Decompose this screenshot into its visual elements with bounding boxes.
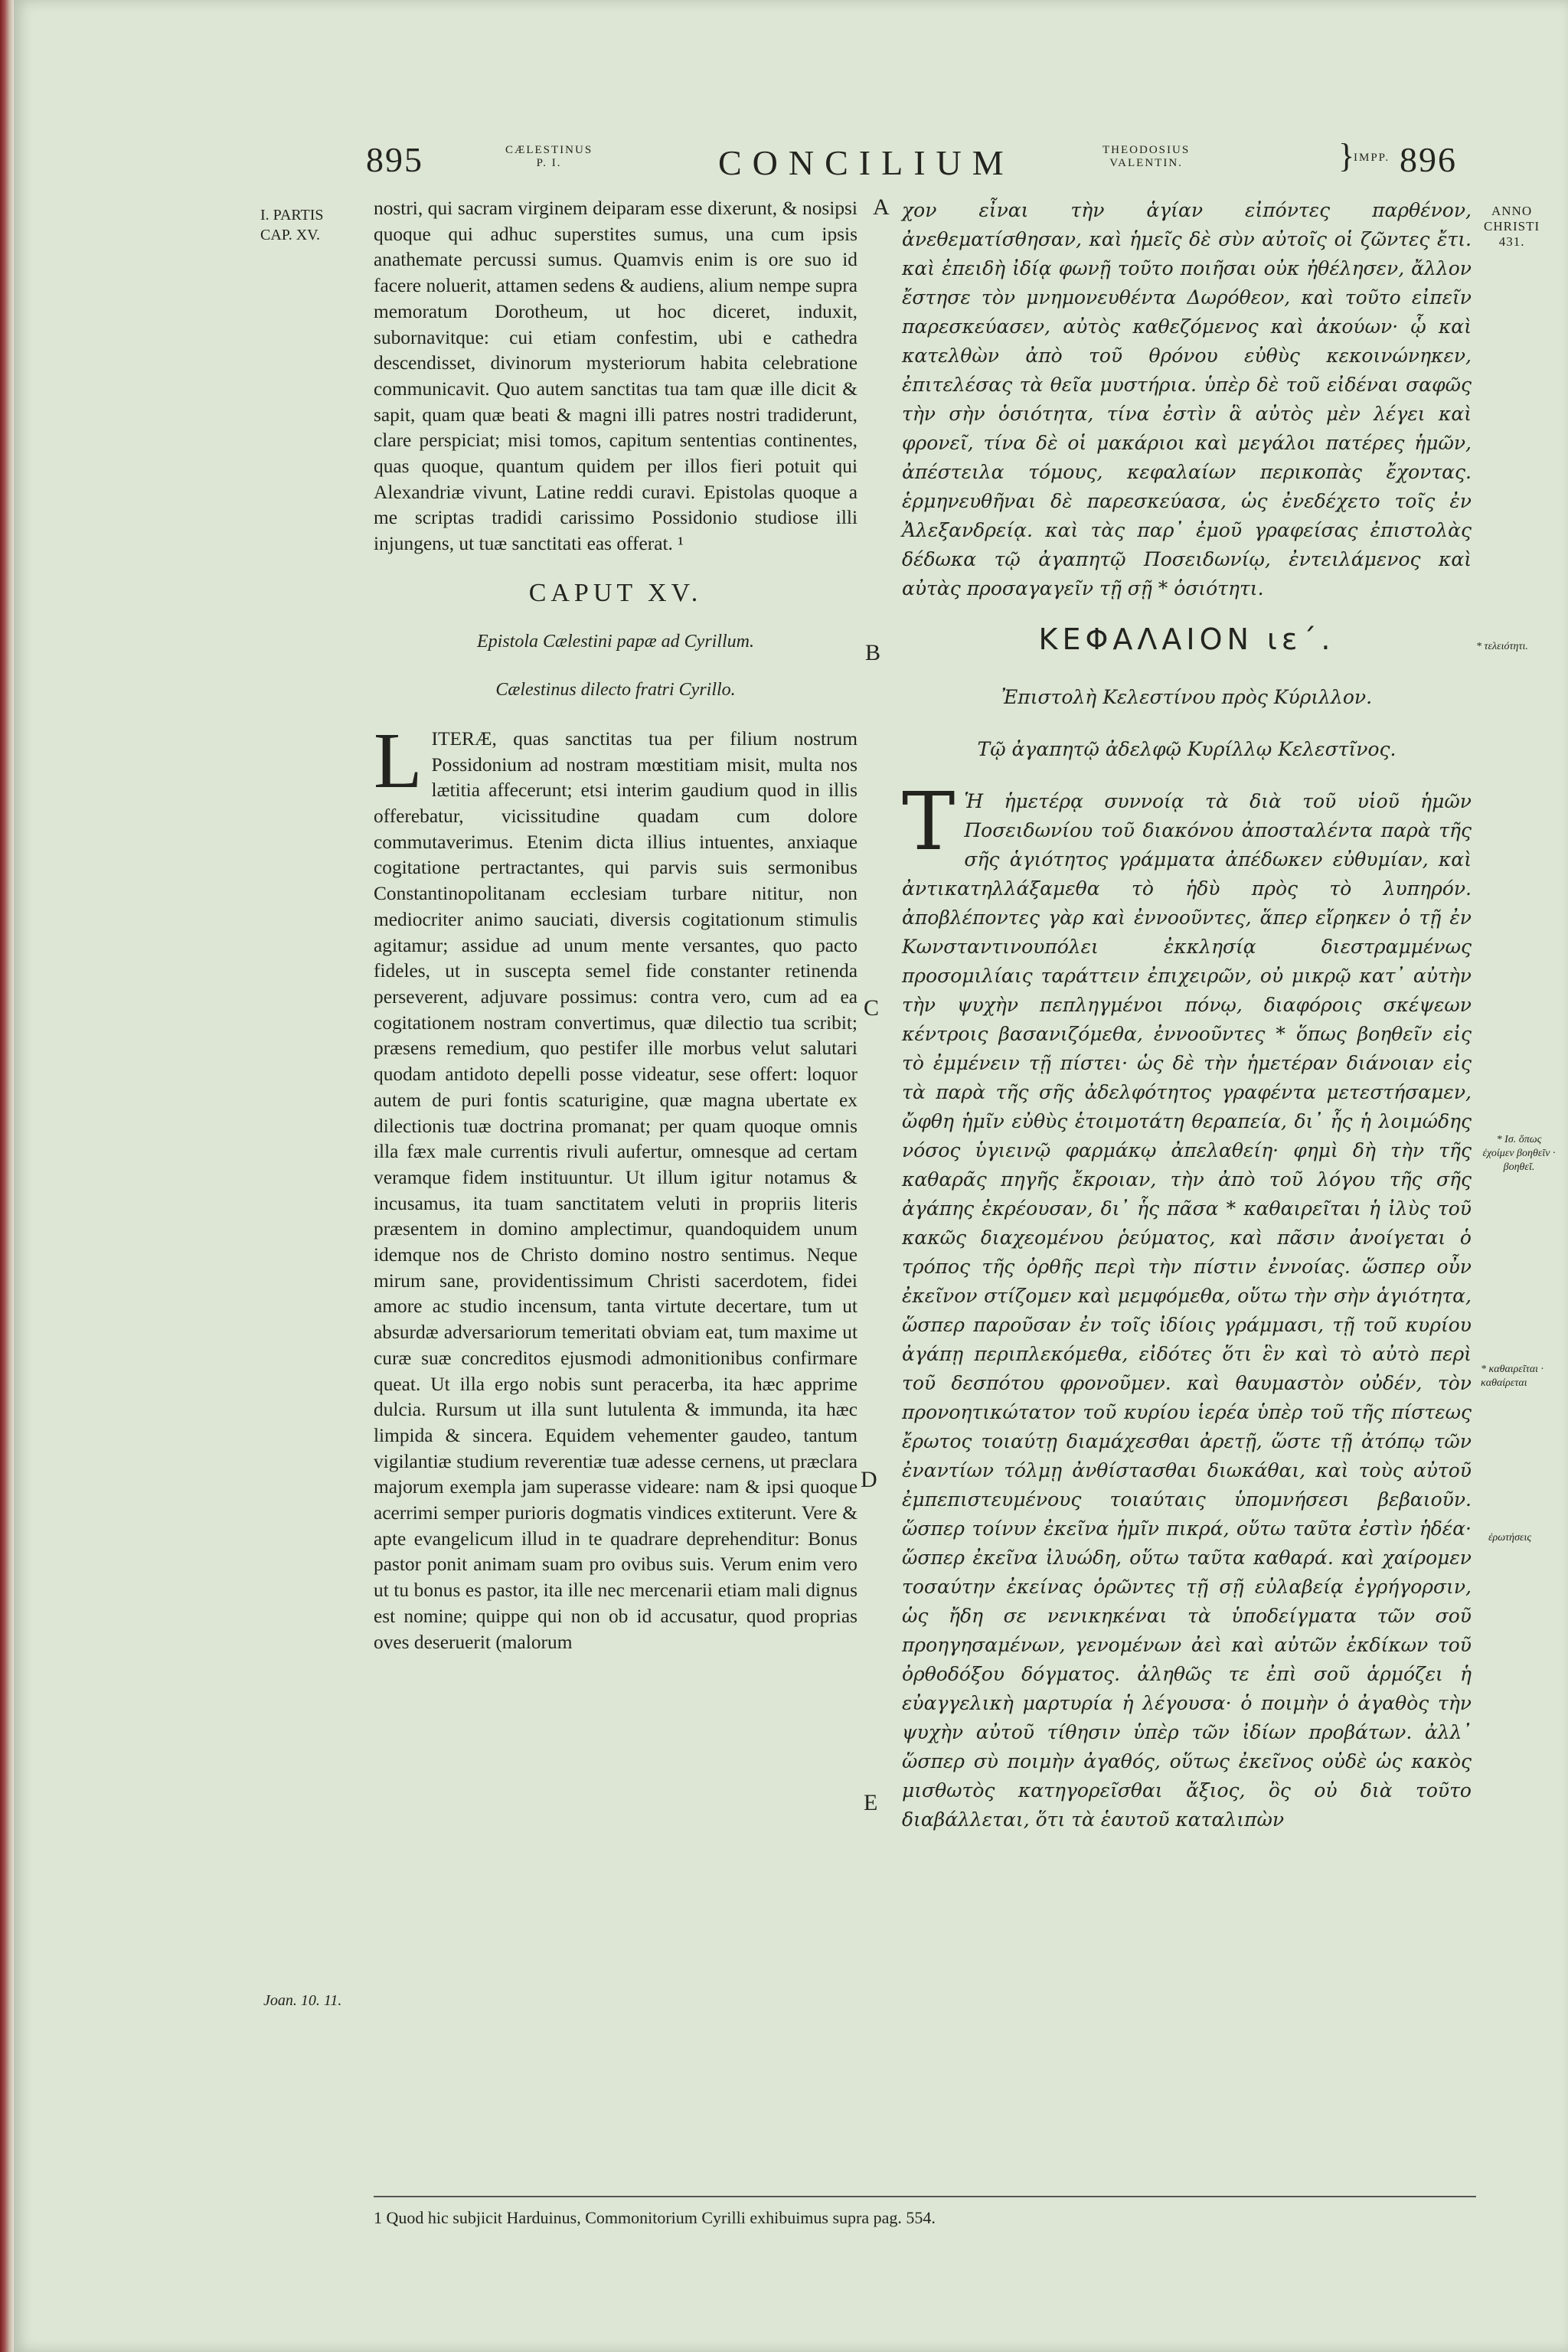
greek-dropcap: Τ	[902, 775, 956, 868]
celestinus-label	[505, 144, 593, 170]
greek-paragraph-1: χον εἶναι τὴν ἁγίαν εἰπόντες παρθένον, ἀνεθεματίσθησαν, καὶ ἡμεῖς δὲ σὺν αὐτοῖς οἱ ζῶντες ἔτι. καὶ ἐπειδὴ ἰδίᾳ φωνῇ τοῦτο ποιῆσαι οὐκ ἠθέλησεν, ἄλλον ἔστησε τὸν μνημονευθέντα Δωρόθεον, καὶ τοῦτο εἰπεῖν παρεσκεύασεν, αὐτὸς καθεζόμενος καὶ ἀκούων· ᾧ καὶ κατελθὼν ἀπὸ τοῦ θρόνου εὐθὺς κεκοινώνηκεν, ἐπιτελέσας τὰ θεῖα μυστήρια. ὑπὲρ δὲ τοῦ εἰδέναι σαφῶς τὴν σὴν ὁσιότητα, τίνα ἐστὶν ἃ αὐτὸς μὲν λέγει καὶ φρονεῖ, τίνα δὲ οἱ μακάριοι καὶ μεγάλοι πατέρες ἡμῶν, ἀπέστειλα τόμους, κεφαλαίων περικοπὰς ἔχοντας. ἑρμηνευθῆναι δὲ παρεσκεύασα, ὡς ἐνεδέχετο τοῖς ἐν Ἀλεξανδρείᾳ. καὶ τὰς παρ᾽ ἐμοῦ γραφείσας ἐπιστολὰς δέδωκα τῷ ἀγαπητῷ Ποσειδωνίῳ, ἐντειλάμενος καὶ αὐτὰς προσαγαγεῖν τῇ σῇ * ὁσιότητι.	[902, 199, 1472, 599]
footnote: 1 Quod hic subjicit Harduinus, Commonitorium Cyrilli exhibuimus supra pag. 554.	[374, 2208, 936, 2227]
part-label: I. PARTIS	[260, 207, 324, 224]
latin-paragraph-2	[374, 716, 858, 1655]
page-number-right: 896	[1400, 140, 1457, 179]
cap-label: CAP. XV.	[260, 227, 320, 243]
greek-paragraph-2	[902, 775, 1472, 1834]
page-number-left: 895	[366, 140, 423, 179]
section-letter-a: A	[873, 194, 890, 220]
latin-salutation: Cælestinus dilecto fratri Cyrillo.	[495, 680, 736, 701]
section-letter-c: C	[864, 995, 880, 1021]
impp-label: IMPP.	[1354, 152, 1390, 164]
latin-paragraph-1: nostri, qui sacram virginem deiparam esse dixerunt, & nosipsi quoque qui adhuc superstites sumus, una cum ipsis anathemate percussi sumus. Quamvis enim is ore suo id facere noluerit, attamen sedens & audiens, alium nempe supra memoratum Dorotheum, ut hoc diceret, induxit, subornavitque: cui etiam confestim, ubi e cathedra descendisset, divinorum mysteriorum habita celebratione communicavit. Quo autem sanctitas tua tam quæ ille dicit & sapit, quam quæ beati & magni illi patres nostri tradiderunt, clare perspiciat; misi tomos, capitum sententias continentes, quas quoque, quantum quidem per illos fieri potuit qui Alexandriæ vivunt, Latine reddi curavi. Epistolas quoque a me scriptas tradidi carissimo Possidonio studiose illi injungens, ut tuæ sanctitati eas offerat. ¹	[374, 198, 858, 555]
celestinus-line1: CÆLESTINUS	[505, 144, 593, 156]
valentinian-line: VALENTIN.	[1109, 157, 1183, 169]
book-spine	[0, 0, 14, 2352]
year-label: 431.	[1498, 234, 1525, 249]
footnote-rule	[374, 2196, 1476, 2197]
latin-subtitle: Epistola Cælestini papæ ad Cyrillum.	[476, 631, 755, 652]
margin-note-4: ἐρωτήσεις	[1488, 1532, 1532, 1544]
margin-note-part	[260, 205, 324, 245]
section-letter-b: B	[865, 640, 881, 665]
caput-heading: CAPUT XV.	[528, 578, 703, 607]
theodosius-line: THEODOSIUS	[1102, 144, 1191, 156]
latin-dropcap: L	[374, 716, 423, 805]
christi-label: CHRISTI	[1484, 219, 1540, 234]
anno-label: ANNO	[1491, 204, 1533, 218]
greek-subtitle: Ἐπιστολὴ Κελεστίνου πρὸς Κύριλλον.	[1001, 686, 1373, 708]
section-letter-d: D	[861, 1467, 877, 1492]
margin-note-3: * καθαιρεῖται · καθαίρεται	[1481, 1364, 1544, 1389]
greek-paragraph-2-text: Ἡ ἡμετέρᾳ συννοίᾳ τὰ διὰ τοῦ υἱοῦ ἡμῶν Ποσειδωνίου τοῦ διακόνου ἀποσταλέντα παρὰ τῆς σῆς ἁγιότητος γράμματα ἀπέδωκεν εὐθυμίαν, καὶ ἀντικατηλλάξαμεθα τὸ ἡδὺ πρὸς τὸ λυπηρόν. ἀποβλέποντες γὰρ καὶ ἐννοοῦντες, ἅπερ εἴρηκεν ὁ τῇ ἐν Κωνσταντινουπόλει ἐκκλησίᾳ διεστραμμένως προσομιλίαις ταράττειν ἐπιχειρῶν, οὐ μικρῷ κατ᾽ αὐτὴν τὴν ψυχὴν πεπληγμένοι πόνῳ, διαφόροις σκέψεων κέντροις βασανιζόμεθα, ἐννοοῦντες * ὅπως βοηθεῖν εἰς τὸ ἐμμένειν τῇ πίστει· ὡς δὲ τὴν ἡμετέραν διάνοιαν εἰς τὰ παρὰ τῆς σῆς ἀδελφότητος γραφέντα μετεστήσαμεν, ὤφθη ἡμῖν εὐθὺς ἑτοιμοτάτη θεραπεία, δι᾽ ἧς ἡ λοιμώδης νόσος ὑγιεινῷ φαρμάκῳ ἀπελαθείη· φημὶ δὴ τὴν τῆς καθαρᾶς πηγῆς ἔκροιαν, τὴν ἀπὸ τοῦ λόγου τῆς σῆς ἀγάπης ἐκρέουσαν, δι᾽ ἧς πᾶσα * καθαιρεῖται ἡ ἰλὺς τοῦ κακῶς διαχεομένου ῥεύματος, καὶ πᾶσιν ἀνοίγεται ὁ τρόπος τῆς ὀρθῆς περὶ τὴν πίστιν ἐννοίας. ὥσπερ οὖν ἐκεῖνον στίζομεν καὶ μεμφόμεθα, οὕτω τὴν σὴν ἁγιότητα, ὥσπερ παροῦσαν ἐν τοῖς ἰδίοις γράμμασι, τῇ τοῦ κυρίου ἀγάπῃ περιπλεκόμεθα, εἰδότες ὅτι ἓν καὶ τὸ αὐτὸ περὶ τοῦ δεσπότου φρονοῦμεν. καὶ θαυμαστὸν οὐδέν, τὸν προνοητικώτατον τοῦ κυρίου ἱερέα ὑπὲρ τοῦ τῆς πίστεως ἔρωτος τοιαύτῃ διαμάχεσθαι ἀρετῇ, ὥστε τῇ ἀτόπῳ τῶν ἐναντίων τόλμῃ ἀνθίστασθαι διωκάθαι, καὶ τοὺς αὐτοῦ ἐμπεπιστευμένους τοιαύταις ὑπομνήσεσι βεβαιοῦν. ὥσπερ τοίνυν ἐκεῖνα ἡμῖν πικρά, οὕτω ταῦτα ἐστὶν ἡδέα· ὥσπερ ἐκεῖνα ἰλυώδη, οὕτω ταῦτα καθαρά. καὶ χαίρομεν τοσαύτην ἐκείνας ὁρῶντες τῇ σῇ εὐλαβείᾳ ἐγρήγορσιν, ὡς ἤδη σε νενικηκέναι τὰ ὑποδείγματα τῶν σοῦ προηγησαμένων, γενομένων ἀεὶ καὶ αὐτῶν ἐκδίκων τοῦ ὀρθοδόξου δόγματος. ἀληθῶς τε ἐπὶ σοῦ ἁρμόζει ἡ εὐαγγελικὴ μαρτυρία ἡ λέγουσα· ὁ ποιμὴν ὁ ἀγαθὸς τὴν ψυχὴν αὐτοῦ τίθησιν ὑπὲρ τῶν ἰδίων προβάτων. ἀλλ᾽ ὥσπερ σὺ ποιμὴν ἀγαθός, οὕτως ἐκεῖνος οὐδὲ ὡς κακὸς μισθωτὸς κατηγορεῖσθαι ἄξιος, ὃς οὐ διὰ τοῦτο διαβάλλεται, ὅτι τὰ ἑαυτοῦ καταλιπὼν	[902, 790, 1472, 1831]
latin-column	[374, 196, 858, 1655]
latin-paragraph-2-text: ITERÆ, quas sanctitas tua per filium nostrum Possidonium ad nostram mœstitiam misit, multa nos lætitia affecerunt; etsi interim gaudium quod in illis offerebatur, vicissitudine quadam cum dolore commutaverimus. Etenim dicta illius intuentes, anxiaque cogitatione pertractantes, qui parvis suis sermonibus Constantinopolitanam ecclesiam turbare nititur, non mediocriter animo sauciati, diversis cogitationum stimulis agitamur; assidue ad unum mente versantes, quo pacto fideles, ut in suscepta semel fide constanter retinenda perseverent, adjuvare possimus: contra vero, cum ad ea cogitationem nostram convertimus, quæ dilectio tua scribit; præsens remedium, quo pestifer ille morbus velut salutari quodam antidoto depelli posse videatur, sese offert: loquor autem de puri fontis scaturigine, quæ magna ubertate ex dilectionis tuæ doctrina promanat; per quam quoque omnis illa fæx male currentis rivuli aufertur, omnesque ad certam veramque fidem instituuntur. Ut illum igitur notamus & incusamus, ita tuam sanctitatem veluti in propriis literis præsentem in domino amplectimur, quandoquidem unum idemque nos de Christo domino nostro sentimus. Neque mirum sane, providentissimum Christi sacerdotem, fidei amore ac studio incensum, tanta virtute decertare, tum ut absurdæ adversariorum temeritati obviam eat, tum maxime ut curæ suæ concreditos ejusmodi admonitionibus confirmare queat. Ut illa ergo nobis sunt peracerba, ita hæc apprime dulcia. Rursum ut illa sunt lutulenta & immunda, ita hæc limpida & sincera. Equidem vehementer gaudeo, tantum vigilantiæ studium reverentiæ tuæ adesse cernens, ut præclara majorum exempla jam superasse videare: nam & ipsi quoque acerrimi semper purioris dogmatis vindices extiterunt. Vere & apte evangelicum illud in te quadrare deprehenditur: Bonus pastor ponit animam suam pro ovibus suis. Verum enim vero ut tu bonus es pastor, ita ille nec mercenarii etiam mali dignus est nomine; quippe qui non ob id accusatur, quod proprias oves deseruerit (malorum	[374, 727, 858, 1653]
anno-christi	[1484, 204, 1540, 250]
celestinus-line2: P. I.	[536, 157, 562, 169]
brace-glyph: }	[1338, 137, 1355, 175]
greek-heading: ΚΕΦΑΛΑΙΟΝ ιε΄.	[1038, 622, 1335, 656]
running-title: CONCILIUM	[718, 143, 1014, 182]
margin-note-ref: Joan. 10. 11.	[263, 1992, 342, 2009]
margin-note-2: * Ισ. ὅπως ἐχοίμεν βοηθεῖν · βοηθεῖ.	[1482, 1134, 1556, 1173]
margin-note-1: * τελειότητι.	[1476, 641, 1528, 652]
section-letter-e: E	[864, 1790, 878, 1815]
running-header	[0, 139, 1568, 201]
emperors-label	[1102, 144, 1190, 170]
greek-salutation: Τῷ ἀγαπητῷ ἀδελφῷ Κυρίλλῳ Κελεστῖνος.	[977, 738, 1396, 760]
greek-column	[902, 196, 1472, 1834]
